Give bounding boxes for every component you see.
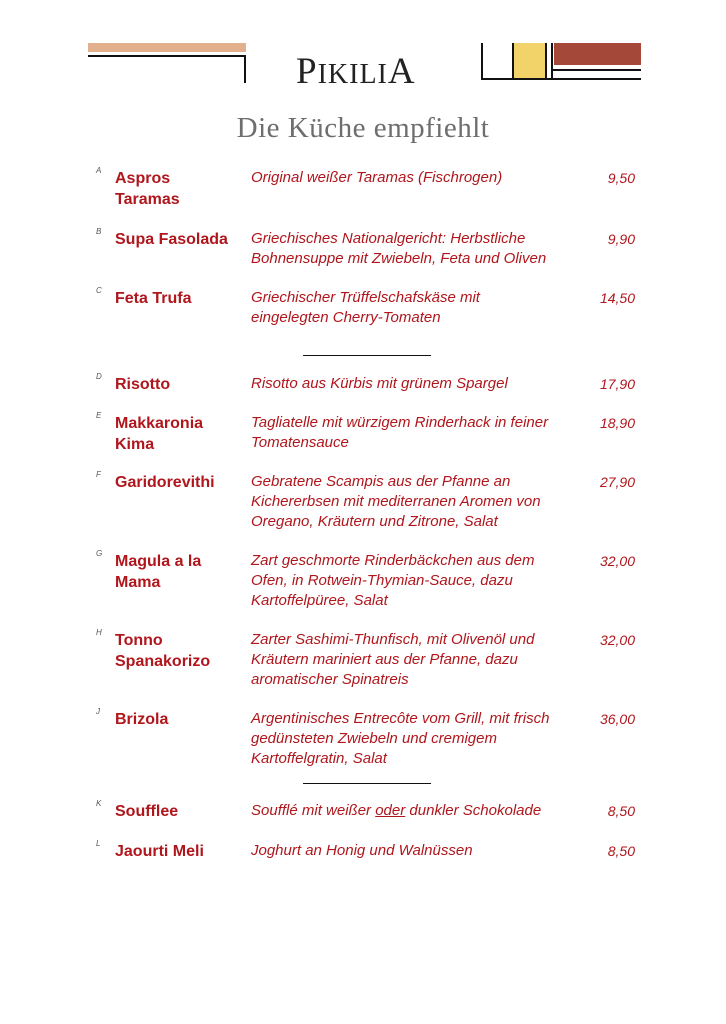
divider-line bbox=[481, 78, 641, 80]
section-divider bbox=[303, 783, 431, 784]
item-price: 8,50 bbox=[607, 843, 635, 859]
item-description: Griechischer Trüffelschafskäse mit eingelegten Cherry-Tomaten bbox=[251, 289, 480, 326]
item-description: Original weißer Taramas (Fischrogen) bbox=[251, 169, 503, 186]
item-letter: D bbox=[96, 372, 102, 381]
item-description: Risotto aus Kürbis mit grünem Spargel bbox=[251, 375, 508, 392]
item-description: Gebratene Scampis aus der Pfanne an Kichererbsen mit mediterranen Aromen von Oregano, Kräutern und Zitrone, Salat bbox=[251, 473, 541, 530]
page-title: Die Küche empfiehlt bbox=[236, 112, 490, 144]
item-letter: L bbox=[96, 839, 101, 848]
peach-bar bbox=[88, 43, 246, 52]
item-description: Tagliatelle mit würzigem Rinderhack in feiner Tomatensauce bbox=[251, 414, 549, 451]
item-letter: E bbox=[96, 411, 102, 420]
item-letter: B bbox=[96, 227, 102, 236]
item-letter: A bbox=[96, 166, 102, 175]
item-description: Griechisches Nationalgericht: Herbstliche Bohnensuppe mit Zwiebeln, Feta und Oliven bbox=[251, 230, 547, 267]
item-price: 8,50 bbox=[607, 803, 635, 819]
item-name: Risotto bbox=[115, 376, 171, 393]
item-price: 32,00 bbox=[599, 632, 635, 648]
item-name: Makkaronia Kima bbox=[115, 415, 204, 453]
divider-line bbox=[88, 55, 246, 57]
item-name: Garidorevithi bbox=[115, 474, 215, 491]
item-description: Joghurt an Honig und Walnüssen bbox=[251, 842, 473, 859]
item-price: 9,90 bbox=[607, 231, 635, 247]
divider-line bbox=[545, 43, 547, 78]
brand-logo: PIKILIA bbox=[296, 51, 416, 92]
item-letter: F bbox=[96, 470, 101, 479]
item-name: Aspros Taramas bbox=[115, 170, 180, 208]
item-name: Supa Fasolada bbox=[115, 231, 228, 248]
item-letter: C bbox=[96, 286, 102, 295]
item-price: 18,90 bbox=[599, 415, 635, 431]
item-letter: G bbox=[96, 549, 103, 558]
item-letter: H bbox=[96, 628, 102, 637]
item-description: Zarter Sashimi-Thunfisch, mit Olivenöl und Kräutern mariniert aus der Pfanne, dazu aromatischer Spinatreis bbox=[251, 631, 535, 688]
item-name: Soufflee bbox=[115, 803, 179, 820]
item-description: Zart geschmorte Rinderbäckchen aus dem Ofen, in Rotwein-Thymian-Sauce, dazu Kartoffelpüree, Salat bbox=[251, 552, 535, 609]
divider-line bbox=[551, 43, 553, 78]
item-description: Soufflé mit weißer oder dunkler Schokolade bbox=[251, 802, 542, 819]
item-name: Jaourti Meli bbox=[115, 843, 204, 860]
item-price: 14,50 bbox=[599, 290, 635, 306]
item-letter: K bbox=[96, 799, 102, 808]
divider-line bbox=[244, 55, 246, 83]
header-decoration bbox=[0, 40, 726, 90]
item-letter: J bbox=[96, 707, 100, 716]
yellow-block bbox=[514, 43, 545, 78]
item-name: Feta Trufa bbox=[115, 290, 192, 307]
section-divider bbox=[303, 355, 431, 356]
item-price: 17,90 bbox=[599, 376, 635, 392]
item-price: 36,00 bbox=[599, 711, 635, 727]
item-name: Tonno Spanakorizo bbox=[115, 632, 211, 670]
item-price: 9,50 bbox=[607, 170, 635, 186]
item-name: Magula a la Mama bbox=[115, 553, 202, 591]
item-price: 27,90 bbox=[599, 474, 635, 490]
item-description: Argentinisches Entrecôte vom Grill, mit frisch gedünsteten Zwiebeln und cremigem Kartoffelgratin, Salat bbox=[251, 710, 550, 767]
divider-line bbox=[481, 43, 483, 79]
divider-line bbox=[551, 69, 641, 71]
item-name: Brizola bbox=[115, 711, 169, 728]
item-price: 32,00 bbox=[599, 553, 635, 569]
brown-block bbox=[554, 43, 641, 65]
